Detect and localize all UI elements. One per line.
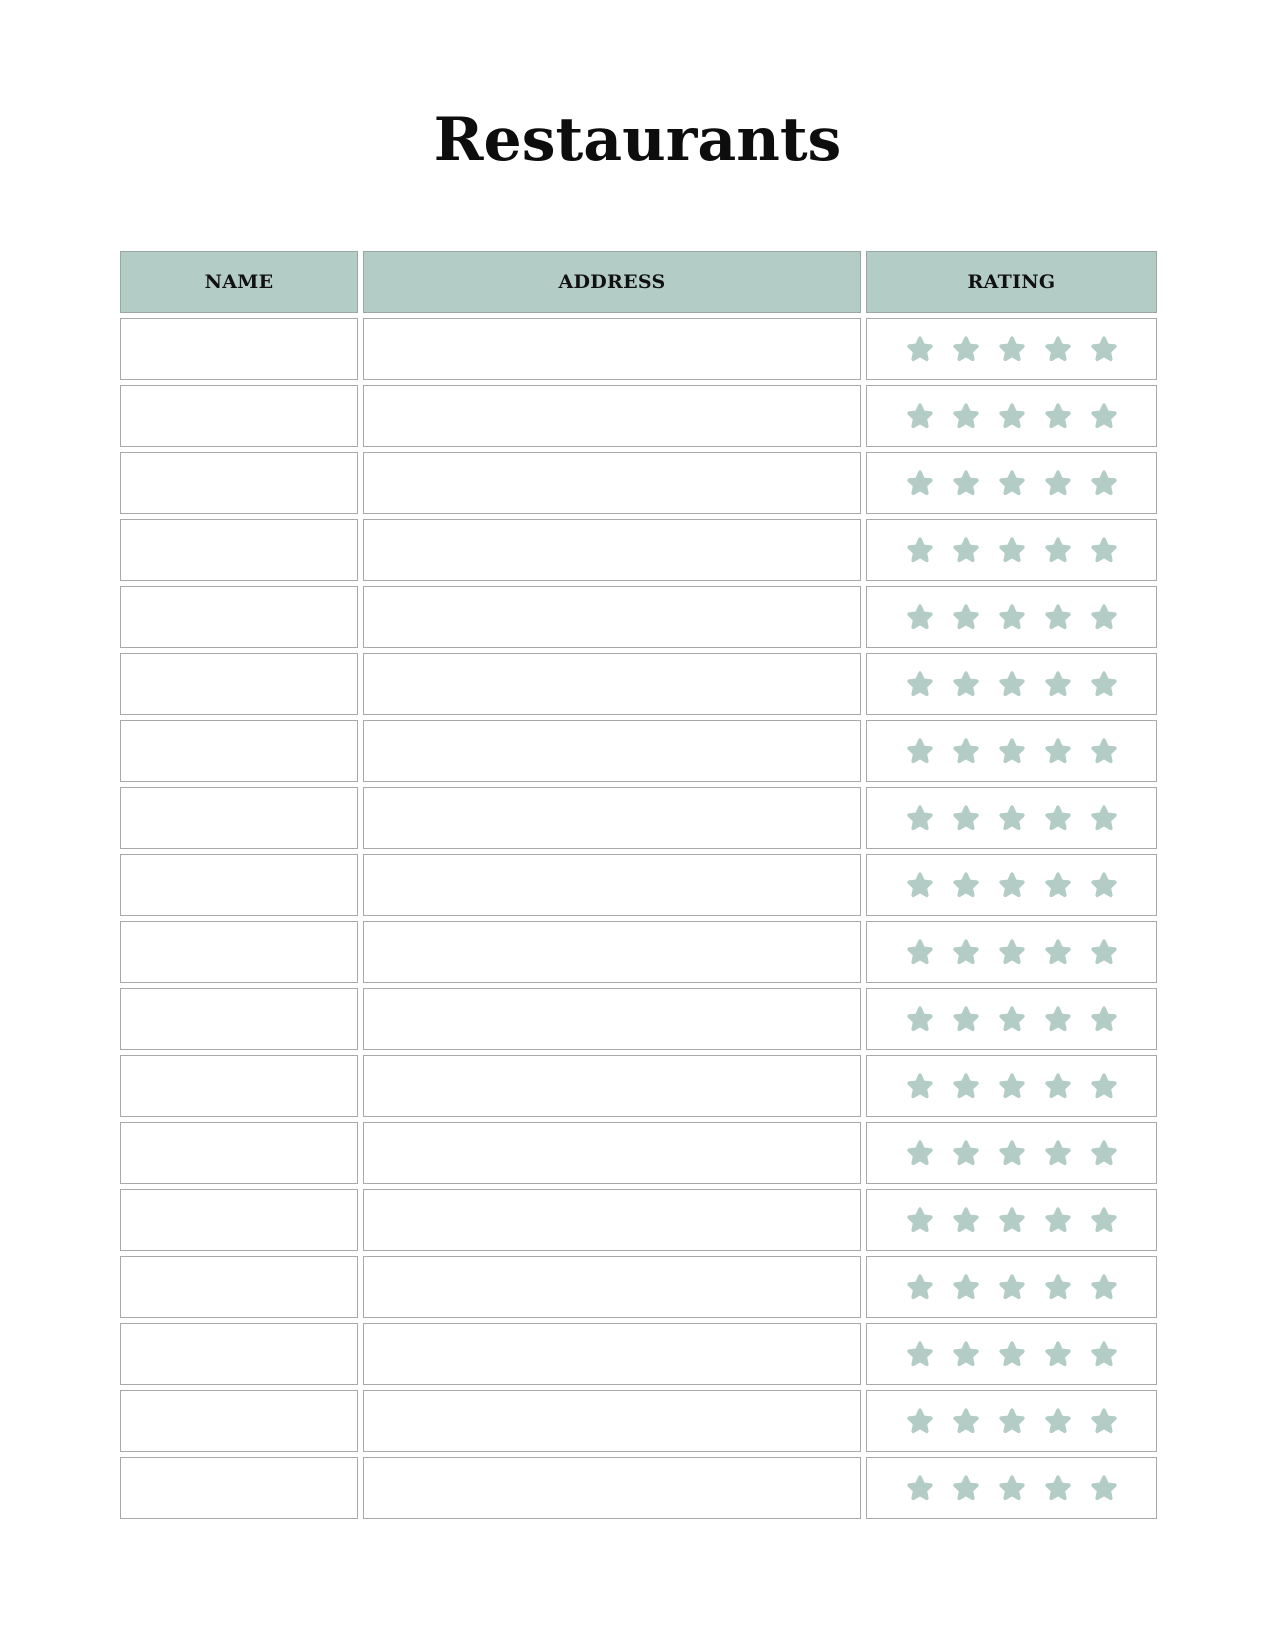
star-icon[interactable] <box>903 1136 937 1170</box>
star-icon[interactable] <box>1087 1404 1121 1438</box>
star-icon[interactable] <box>949 1337 983 1371</box>
address-cell[interactable] <box>363 519 861 581</box>
star-icon[interactable] <box>1087 935 1121 969</box>
star-icon[interactable] <box>995 1404 1029 1438</box>
star-icon[interactable] <box>1087 801 1121 835</box>
rating-cell <box>866 1055 1157 1117</box>
table-row <box>120 921 1157 983</box>
address-cell[interactable] <box>363 452 861 514</box>
star-icon[interactable] <box>1087 1337 1121 1371</box>
table-row <box>120 787 1157 849</box>
star-rating <box>903 399 1121 433</box>
address-cell[interactable] <box>363 1189 861 1251</box>
star-icon[interactable] <box>949 1069 983 1103</box>
name-cell[interactable] <box>120 1457 358 1519</box>
star-icon[interactable] <box>995 1471 1029 1505</box>
name-cell[interactable] <box>120 854 358 916</box>
star-icon[interactable] <box>995 533 1029 567</box>
table-row <box>120 452 1157 514</box>
star-icon[interactable] <box>1041 533 1075 567</box>
star-icon[interactable] <box>903 801 937 835</box>
star-icon[interactable] <box>995 1136 1029 1170</box>
star-icon[interactable] <box>903 533 937 567</box>
address-cell[interactable] <box>363 1055 861 1117</box>
table-row <box>120 519 1157 581</box>
star-rating <box>903 868 1121 902</box>
star-icon[interactable] <box>1041 466 1075 500</box>
table-row <box>120 1055 1157 1117</box>
name-cell[interactable] <box>120 1055 358 1117</box>
column-header-rating: RATING <box>866 251 1157 313</box>
star-rating <box>903 1270 1121 1304</box>
star-icon[interactable] <box>1041 1136 1075 1170</box>
star-icon[interactable] <box>1041 1002 1075 1036</box>
star-rating <box>903 935 1121 969</box>
star-icon[interactable] <box>1087 1203 1121 1237</box>
name-cell[interactable] <box>120 1323 358 1385</box>
star-rating <box>903 600 1121 634</box>
table-body <box>120 318 1157 1519</box>
name-cell[interactable] <box>120 519 358 581</box>
star-rating <box>903 1069 1121 1103</box>
restaurants-table <box>120 251 1157 1524</box>
star-rating <box>903 734 1121 768</box>
star-icon[interactable] <box>949 868 983 902</box>
star-icon[interactable] <box>903 600 937 634</box>
star-icon[interactable] <box>903 935 937 969</box>
star-icon[interactable] <box>903 1203 937 1237</box>
star-icon[interactable] <box>949 600 983 634</box>
star-icon[interactable] <box>995 1002 1029 1036</box>
star-icon[interactable] <box>1041 734 1075 768</box>
star-rating <box>903 1203 1121 1237</box>
address-cell[interactable] <box>363 586 861 648</box>
star-icon[interactable] <box>949 399 983 433</box>
star-icon[interactable] <box>903 1002 937 1036</box>
star-icon[interactable] <box>1087 734 1121 768</box>
star-icon[interactable] <box>903 399 937 433</box>
star-icon[interactable] <box>903 1337 937 1371</box>
table-row <box>120 1189 1157 1251</box>
star-icon[interactable] <box>995 466 1029 500</box>
star-rating <box>903 1136 1121 1170</box>
address-cell[interactable] <box>363 1457 861 1519</box>
table-row <box>120 385 1157 447</box>
address-cell[interactable] <box>363 653 861 715</box>
address-cell[interactable] <box>363 787 861 849</box>
star-icon[interactable] <box>995 667 1029 701</box>
star-icon[interactable] <box>1087 1069 1121 1103</box>
star-icon[interactable] <box>1087 466 1121 500</box>
star-icon[interactable] <box>1041 1404 1075 1438</box>
star-icon[interactable] <box>903 734 937 768</box>
table-row <box>120 586 1157 648</box>
name-cell[interactable] <box>120 1390 358 1452</box>
star-icon[interactable] <box>995 935 1029 969</box>
star-icon[interactable] <box>995 734 1029 768</box>
star-rating <box>903 533 1121 567</box>
rating-cell <box>866 519 1157 581</box>
rating-cell <box>866 586 1157 648</box>
rating-cell <box>866 1189 1157 1251</box>
name-cell[interactable] <box>120 586 358 648</box>
address-cell[interactable] <box>363 854 861 916</box>
star-icon[interactable] <box>1041 1069 1075 1103</box>
address-cell[interactable] <box>363 1390 861 1452</box>
address-cell[interactable] <box>363 318 861 380</box>
name-cell[interactable] <box>120 1256 358 1318</box>
star-icon[interactable] <box>995 600 1029 634</box>
star-icon[interactable] <box>903 868 937 902</box>
star-icon[interactable] <box>949 734 983 768</box>
name-cell[interactable] <box>120 653 358 715</box>
rating-cell <box>866 1457 1157 1519</box>
star-rating <box>903 1337 1121 1371</box>
star-icon[interactable] <box>949 1270 983 1304</box>
table-row <box>120 653 1157 715</box>
name-cell[interactable] <box>120 452 358 514</box>
star-rating <box>903 667 1121 701</box>
rating-cell <box>866 452 1157 514</box>
star-icon[interactable] <box>903 1069 937 1103</box>
star-icon[interactable] <box>1041 868 1075 902</box>
name-cell[interactable] <box>120 988 358 1050</box>
rating-cell <box>866 385 1157 447</box>
address-cell[interactable] <box>363 921 861 983</box>
table-row <box>120 1457 1157 1519</box>
star-rating <box>903 332 1121 366</box>
address-cell[interactable] <box>363 1323 861 1385</box>
rating-cell <box>866 1256 1157 1318</box>
table-row <box>120 318 1157 380</box>
star-icon[interactable] <box>1087 600 1121 634</box>
name-cell[interactable] <box>120 921 358 983</box>
name-cell[interactable] <box>120 1122 358 1184</box>
address-cell[interactable] <box>363 1256 861 1318</box>
rating-cell <box>866 854 1157 916</box>
star-icon[interactable] <box>995 1337 1029 1371</box>
star-icon[interactable] <box>995 801 1029 835</box>
star-rating <box>903 1404 1121 1438</box>
rating-cell <box>866 318 1157 380</box>
star-icon[interactable] <box>1041 1270 1075 1304</box>
star-icon[interactable] <box>1087 1471 1121 1505</box>
address-cell[interactable] <box>363 988 861 1050</box>
star-icon[interactable] <box>1041 935 1075 969</box>
table-row <box>120 1390 1157 1452</box>
rating-cell <box>866 1390 1157 1452</box>
star-icon[interactable] <box>949 935 983 969</box>
star-icon[interactable] <box>949 1203 983 1237</box>
star-icon[interactable] <box>1087 667 1121 701</box>
star-icon[interactable] <box>903 1270 937 1304</box>
table-row <box>120 1122 1157 1184</box>
star-icon[interactable] <box>903 667 937 701</box>
table-header-row <box>120 251 1157 313</box>
star-rating <box>903 466 1121 500</box>
table-row <box>120 854 1157 916</box>
star-icon[interactable] <box>1087 1270 1121 1304</box>
star-icon[interactable] <box>1041 801 1075 835</box>
star-icon[interactable] <box>949 466 983 500</box>
star-icon[interactable] <box>1087 332 1121 366</box>
star-icon[interactable] <box>1041 1471 1075 1505</box>
name-cell[interactable] <box>120 1189 358 1251</box>
star-icon[interactable] <box>949 1404 983 1438</box>
star-icon[interactable] <box>1041 667 1075 701</box>
star-icon[interactable] <box>995 1069 1029 1103</box>
star-icon[interactable] <box>903 332 937 366</box>
column-header-name: NAME <box>120 251 358 313</box>
name-cell[interactable] <box>120 318 358 380</box>
rating-cell <box>866 653 1157 715</box>
address-cell[interactable] <box>363 720 861 782</box>
star-icon[interactable] <box>1087 399 1121 433</box>
rating-cell <box>866 1323 1157 1385</box>
star-icon[interactable] <box>1087 868 1121 902</box>
star-icon[interactable] <box>995 868 1029 902</box>
address-cell[interactable] <box>363 385 861 447</box>
star-icon[interactable] <box>949 1002 983 1036</box>
star-icon[interactable] <box>903 1404 937 1438</box>
star-icon[interactable] <box>1087 533 1121 567</box>
rating-cell <box>866 787 1157 849</box>
star-icon[interactable] <box>949 1471 983 1505</box>
star-icon[interactable] <box>903 1471 937 1505</box>
star-rating <box>903 1002 1121 1036</box>
table-row <box>120 720 1157 782</box>
table-row <box>120 988 1157 1050</box>
page-title: Restaurants <box>433 105 842 175</box>
star-icon[interactable] <box>949 332 983 366</box>
star-icon[interactable] <box>903 466 937 500</box>
name-cell[interactable] <box>120 787 358 849</box>
rating-cell <box>866 988 1157 1050</box>
star-icon[interactable] <box>1041 1203 1075 1237</box>
star-icon[interactable] <box>949 801 983 835</box>
star-icon[interactable] <box>949 533 983 567</box>
address-cell[interactable] <box>363 1122 861 1184</box>
star-icon[interactable] <box>949 1136 983 1170</box>
star-icon[interactable] <box>995 1203 1029 1237</box>
star-icon[interactable] <box>949 667 983 701</box>
star-rating <box>903 1471 1121 1505</box>
column-header-address: ADDRESS <box>363 251 861 313</box>
star-rating <box>903 801 1121 835</box>
name-cell[interactable] <box>120 720 358 782</box>
star-icon[interactable] <box>1041 332 1075 366</box>
rating-cell <box>866 921 1157 983</box>
star-icon[interactable] <box>1041 1337 1075 1371</box>
star-icon[interactable] <box>995 399 1029 433</box>
star-icon[interactable] <box>1087 1136 1121 1170</box>
name-cell[interactable] <box>120 385 358 447</box>
table-row <box>120 1256 1157 1318</box>
table-row <box>120 1323 1157 1385</box>
rating-cell <box>866 1122 1157 1184</box>
star-icon[interactable] <box>1087 1002 1121 1036</box>
star-icon[interactable] <box>995 1270 1029 1304</box>
star-icon[interactable] <box>1041 399 1075 433</box>
rating-cell <box>866 720 1157 782</box>
star-icon[interactable] <box>1041 600 1075 634</box>
star-icon[interactable] <box>995 332 1029 366</box>
